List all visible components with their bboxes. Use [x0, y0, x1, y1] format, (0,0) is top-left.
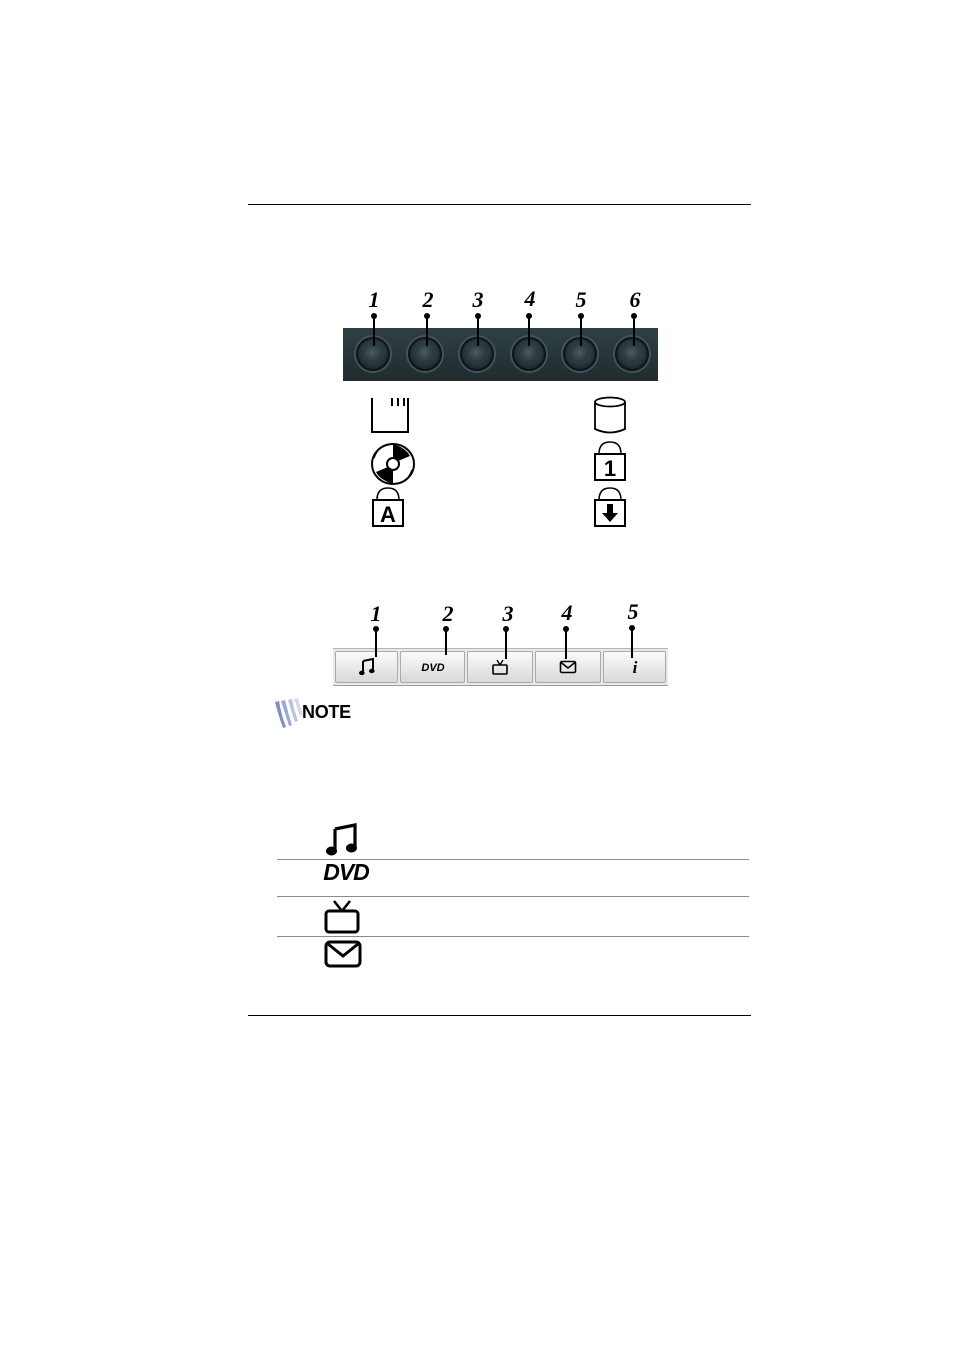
dvd-icon	[418, 661, 448, 673]
led-pin	[528, 316, 530, 346]
num-lock-icon	[593, 440, 627, 482]
svg-text:DVD: DVD	[323, 860, 369, 884]
optical-disc-icon	[370, 442, 416, 486]
info-button[interactable]	[603, 651, 666, 683]
button-callout-3: 3	[502, 601, 514, 626]
button-pin	[505, 629, 507, 659]
led-pin	[633, 316, 635, 346]
note-icon	[273, 698, 305, 730]
led-panel	[343, 328, 658, 381]
legend-row-divider	[277, 896, 749, 897]
led-callout-2: 2	[422, 287, 434, 312]
svg-text:1: 1	[603, 456, 617, 481]
tv-icon	[323, 899, 361, 935]
led-pin	[373, 316, 375, 346]
music-button[interactable]	[335, 651, 398, 683]
button-callout-5: 5	[627, 599, 639, 624]
mail-button[interactable]	[535, 651, 601, 683]
note-label: NOTE	[302, 702, 351, 722]
info-icon	[629, 658, 641, 676]
hot-key-bar	[333, 648, 668, 686]
led-2	[408, 337, 442, 371]
caps-lock-icon	[371, 486, 405, 528]
scroll-lock-icon	[593, 486, 627, 528]
button-pin	[565, 629, 567, 659]
led-pin	[477, 316, 479, 346]
music-note-icon	[326, 823, 358, 857]
led-callout-3: 3	[472, 287, 484, 312]
top-rule	[248, 204, 751, 205]
button-pin	[375, 629, 377, 657]
led-callout-1: 1	[368, 287, 380, 312]
button-callout-4: 4	[561, 600, 573, 625]
tv-button[interactable]	[467, 651, 533, 683]
led-6	[615, 337, 649, 371]
mail-icon	[324, 940, 362, 968]
tv-icon	[491, 659, 509, 675]
button-pin	[631, 628, 633, 658]
led-callout-4: 4	[524, 286, 536, 311]
button-callout-2: 2	[442, 601, 454, 626]
svg-text:i: i	[632, 658, 637, 676]
mail-icon	[559, 660, 577, 674]
bottom-rule	[248, 1015, 751, 1016]
led-pin	[580, 316, 582, 346]
led-pin	[426, 316, 428, 346]
hard-disk-icon	[592, 396, 628, 436]
music-note-icon	[359, 658, 375, 676]
led-callout-6: 6	[629, 287, 641, 312]
dvd-icon	[314, 860, 378, 884]
svg-text:DVD: DVD	[420, 662, 445, 673]
button-callout-1: 1	[370, 601, 382, 626]
dvd-button[interactable]	[400, 651, 465, 683]
button-pin	[445, 629, 447, 655]
legend-row-divider	[277, 936, 749, 937]
memory-card-icon	[370, 396, 410, 434]
svg-text:A: A	[380, 502, 396, 527]
led-callout-5: 5	[575, 287, 587, 312]
